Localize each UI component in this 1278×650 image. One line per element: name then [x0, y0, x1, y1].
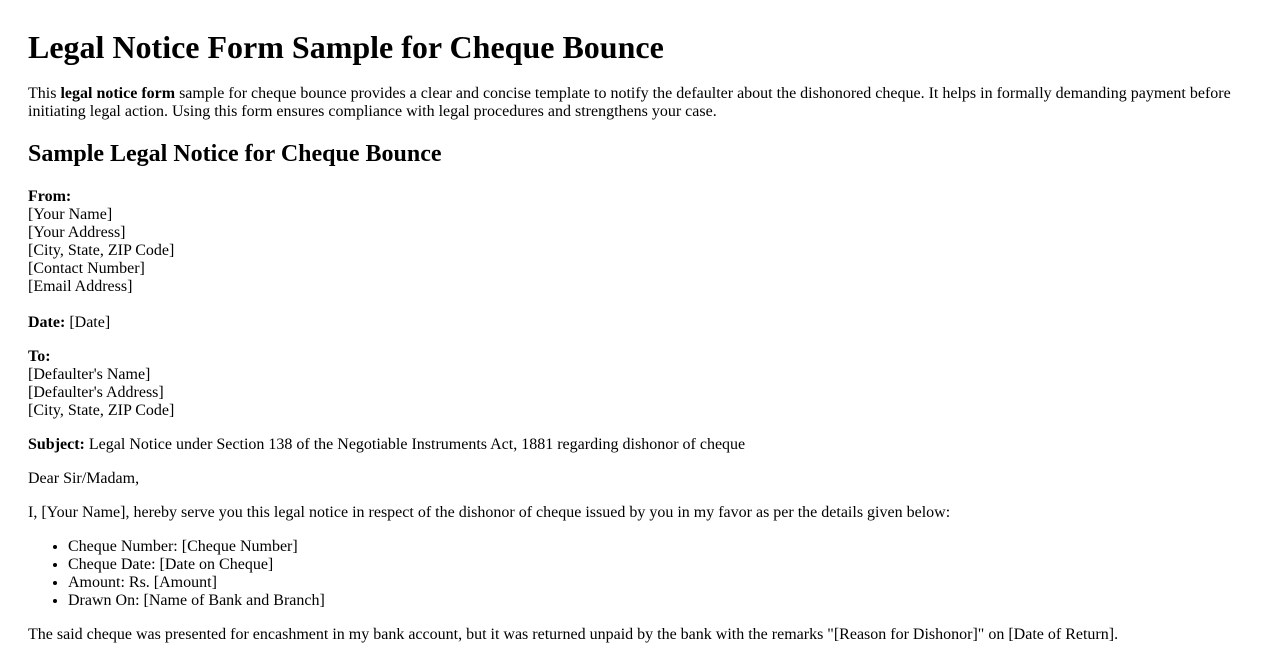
subject-label: Subject:	[28, 436, 85, 453]
section-heading: Sample Legal Notice for Cheque Bounce	[28, 141, 442, 167]
from-line: [Email Address]	[28, 278, 133, 295]
body-paragraph: I, [Your Name], hereby serve you this legal notice in respect of the dishonor of cheque issued by you in my favor as per the details given below:	[28, 504, 951, 521]
salutation: Dear Sir/Madam,	[28, 470, 140, 487]
subject-value: Legal Notice under Section 138 of the Negotiable Instruments Act, 1881 regarding dishonor of cheque	[84, 436, 746, 453]
from-block	[28, 188, 1250, 296]
from-line: [City, State, ZIP Code]	[28, 242, 175, 259]
list-item: • Cheque Date: [Date on Cheque]	[68, 556, 1250, 574]
from-label: From:	[28, 188, 72, 205]
list-item: • Drawn On: [Name of Bank and Branch]	[68, 592, 1250, 610]
cheque-details-list	[28, 538, 1250, 610]
to-line: [Defaulter's Address]	[28, 384, 164, 401]
list-item: • Amount: Rs. [Amount]	[68, 574, 1250, 592]
intro-paragraph	[28, 85, 1250, 121]
list-item: • Cheque Number: [Cheque Number]	[68, 538, 1250, 556]
page-title: Legal Notice Form Sample for Cheque Bounce	[28, 29, 664, 65]
closing-paragraph: The said cheque was presented for encashment in my bank account, but it was returned unpaid by the bank with the remarks "[Reason for Dishonor]" on [Date of Return].	[28, 626, 1119, 643]
intro-text-start: This	[28, 85, 61, 102]
from-line: [Your Address]	[28, 224, 126, 241]
intro-text-end: sample for cheque bounce provides a clear and concise template to notify the defaulter about the dishonored cheque. It helps in formally demanding payment before initiating legal action. Using this form ensures compliance with legal procedures and strengthens your case.	[28, 85, 1231, 120]
date-label: Date:	[28, 314, 66, 331]
subject-block	[28, 436, 1250, 454]
date-block	[28, 314, 1250, 332]
from-line: [Your Name]	[28, 206, 113, 223]
to-block	[28, 348, 1250, 420]
to-line: [Defaulter's Name]	[28, 366, 151, 383]
intro-bold-term: legal notice form	[60, 85, 176, 102]
to-label: To:	[28, 348, 51, 365]
date-value: [Date]	[65, 314, 111, 331]
to-line: [City, State, ZIP Code]	[28, 402, 175, 419]
from-line: [Contact Number]	[28, 260, 145, 277]
